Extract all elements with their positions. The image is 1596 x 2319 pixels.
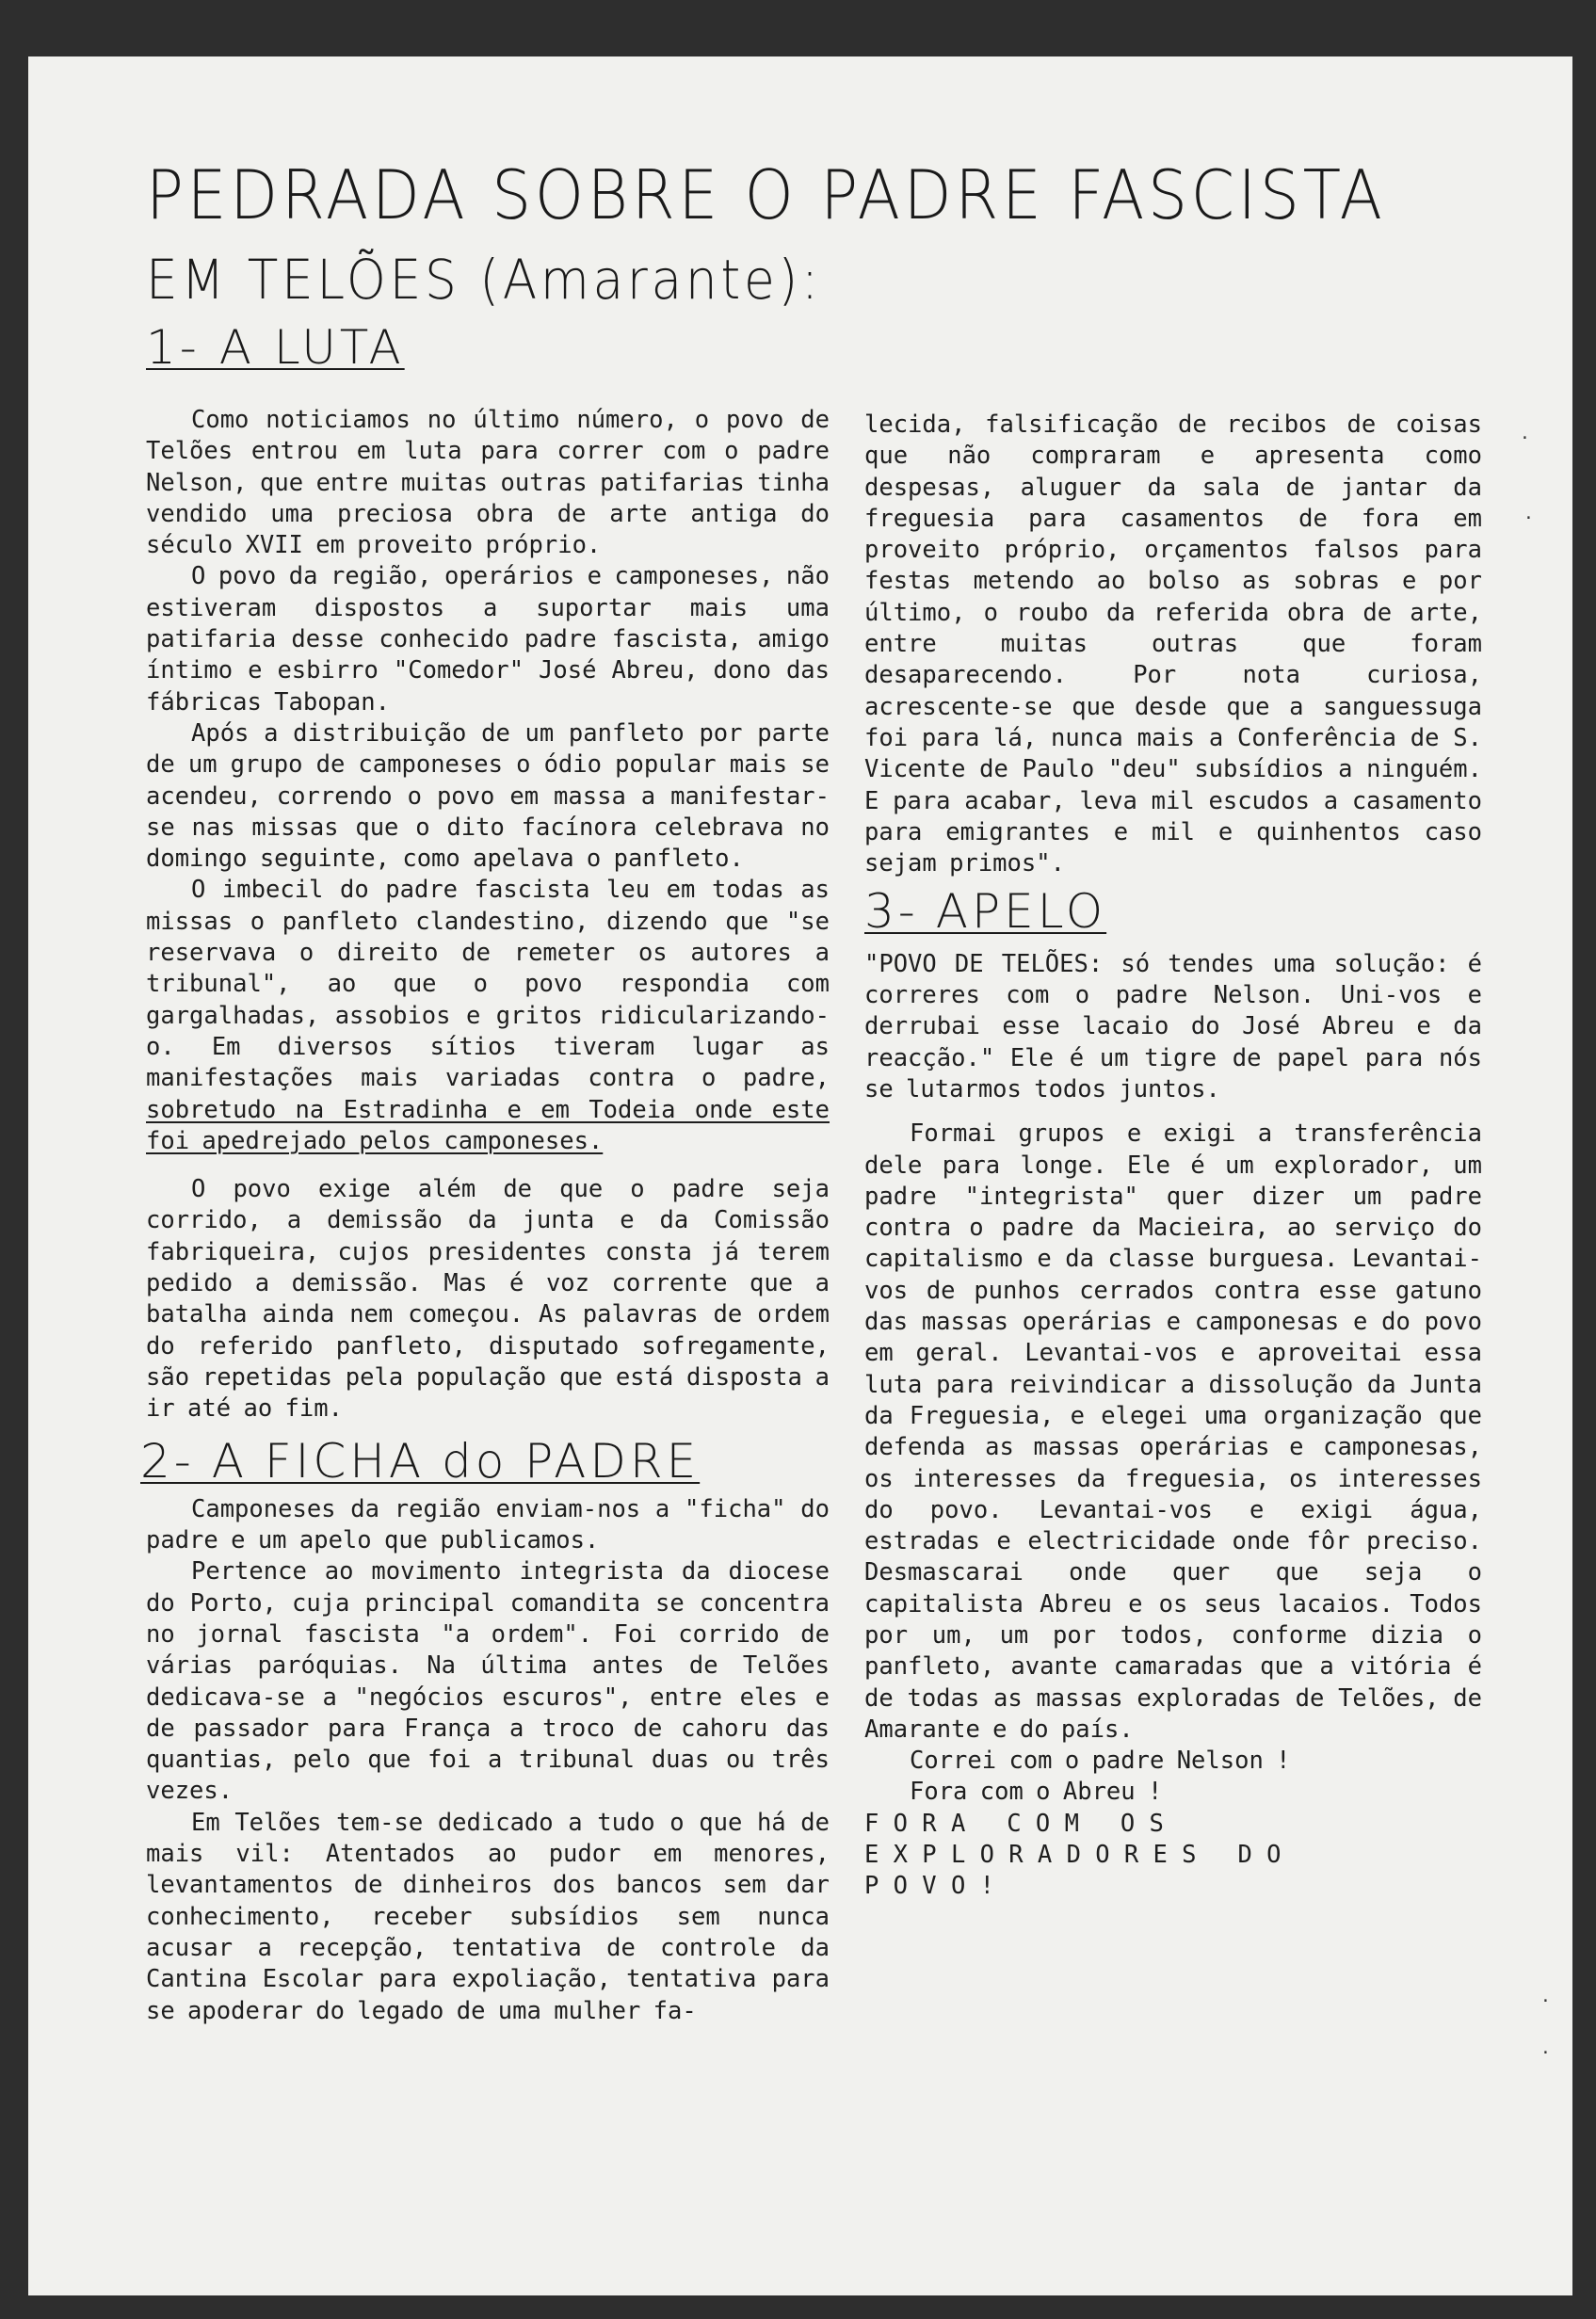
paragraph: Formai grupos e exigi a transferência dele para longe. Ele é um explorador, um padre "integrista" quer dizer um padre contra o padre da Macieira, ao serviço do capitalismo e da classe burguesa. Levantai-vos de punhos cerrados contra esse gatuno das massas operárias e camponesas e do povo em geral. Levantai-vos e aproveitai essa luta para reivindicar a dissolução da Junta da Freguesia, e elegei uma organização que defenda as massas operárias e camponesas, os interesses da freguesia, os interesses do povo. Levantai-vos e exigi água, estradas e electricidade onde fôr preciso. Desmascarai onde quer que seja o capitalista Abreu e os seus lacaios. Todos por um, um por todos, conforme dizia o panfleto, avante camaradas que a vitória é de todas as massas exploradas de Telões, de Amarante e do país. — [864, 1119, 1482, 1744]
paragraph: O povo exige além de que o padre seja corrido, a demissão da junta e da Comissão fabriqueira, cujos presidentes consta já terem pedido a demissão. Mas é voz corrente que a batalha ainda nem começou. As palavras de ordem do referido panfleto, disputado sofregamente, são repetidas pela população que está disposta a ir até ao fim. — [146, 1175, 830, 1424]
paragraph: Camponeses da região enviam-nos a "ficha" do padre e um apelo que publicamos. — [146, 1494, 830, 1555]
paragraph — [146, 875, 830, 1157]
margin-mark: · — [1540, 2043, 1551, 2063]
paragraph: Pertence ao movimento integrista da diocese do Porto, cuja principal comandita se concentra no jornal fascista "a ordem". Foi corrido de várias paróquias. Na última antes de Telões dedicava-se a "negócios escuros", entre eles e de passador para França a troco de cahoru das quantias, pelo que foi a tribunal duas ou três vezes. — [146, 1557, 830, 1806]
paragraph: Como noticiamos no último número, o povo de Telões entrou em luta para correr com o padre Nelson, que entre muitas outras patifarias tinha vendido uma preciosa obra de arte antiga do século XVII em proveito próprio. — [146, 406, 830, 560]
paragraph: lecida, falsificação de recibos de coisas que não compraram e apresenta como despesas, aluguer da sala de jantar da freguesia para casamentos de fora em proveito próprio, orçamentos falsos para festas metendo ao bolso as sobras e por último, o roubo da referida obra de arte, entre muitas outras que foram desaparecendo. Por nota curiosa, acrescente-se que desde que a sanguessuga foi para lá, nunca mais a Conferência de S. Vicente de Paulo "deu" subsídios a ninguém. E para acabar, leva mil escudos a casamento para emigrantes e mil e quinhentos caso sejam primos". — [864, 411, 1482, 878]
margin-mark: · — [1540, 1991, 1551, 2011]
paragraph: Correi com o padre Nelson ! — [910, 1747, 1291, 1776]
right-column — [864, 410, 1482, 1902]
slogan-line: POVO! — [864, 1871, 1009, 1900]
slogan-line: EXPLORADORES DO — [864, 1840, 1296, 1869]
paragraph: Após a distribuição de um panfleto por parte de um grupo de camponeses o ódio popular mais se acendeu, correndo o povo em massa a manifestar-se nas missas que o dito facínora celebrava no domingo seguinte, como apelava o panfleto. — [146, 718, 830, 874]
paragraph: "POVO DE TELÕES: só tendes uma solução: é correres com o padre Nelson. Uni-vos e derrubai esse lacaio do José Abreu e da reacção." Ele é um tigre de papel para nós se lutarmos todos juntos. — [864, 949, 1482, 1103]
paragraph: Em Telões tem-se dedicado a tudo o que há de mais vil: Atentados ao pudor em menores, levantamentos de dinheiros dos bancos sem dar conhecimento, receber subsídios sem nunca acusar a recepção, tentativa de controle da Cantina Escolar para expoliação, tentativa para se apoderar do legado de uma mulher fa- — [146, 1808, 830, 2025]
left-column — [140, 405, 830, 2027]
section-heading-luta-text: 1- A LUTA — [146, 320, 405, 375]
paragraph: O povo da região, operários e camponeses, não estiveram dispostos a suportar mais uma patifaria desse conhecido padre fascista, amigo íntimo e esbirro "Comedor" José Abreu, dono das fábricas Tabopan. — [146, 562, 830, 717]
headline-title: PEDRADA SOBRE O PADRE FASCISTA — [146, 155, 1386, 234]
section-heading-ficha-text: 2- A FICHA do PADRE — [140, 1433, 701, 1489]
margin-mark: · — [1523, 508, 1534, 528]
headline-subtitle: EM TELÕES (Amarante): — [146, 248, 822, 312]
section-heading-ficha — [140, 1433, 830, 1489]
section-heading-apelo-text: 3- APELO — [864, 884, 1107, 940]
paragraph-text: O imbecil do padre fascista leu em todas as missas o panfleto clandestino, dizendo que "se reservava o direito de remeter os autores a tribunal", ao que o povo respondia com gargalhadas, assobios e gritos ridicularizando-o. Em diversos sítios tiveram lugar as manifestações mais variadas contra o padre, — [146, 876, 830, 1093]
margin-mark: · — [1520, 428, 1530, 448]
section-heading-apelo — [864, 884, 1482, 940]
slogan-line: FORA COM OS — [864, 1809, 1179, 1838]
section-heading-luta — [146, 320, 405, 375]
underlined-text: sobretudo na Estradinha e em Todeia onde este foi apedrejado pelos camponeses. — [146, 1095, 830, 1155]
document-page — [28, 56, 1572, 2295]
paragraph: Fora com o Abreu ! — [910, 1778, 1163, 1807]
